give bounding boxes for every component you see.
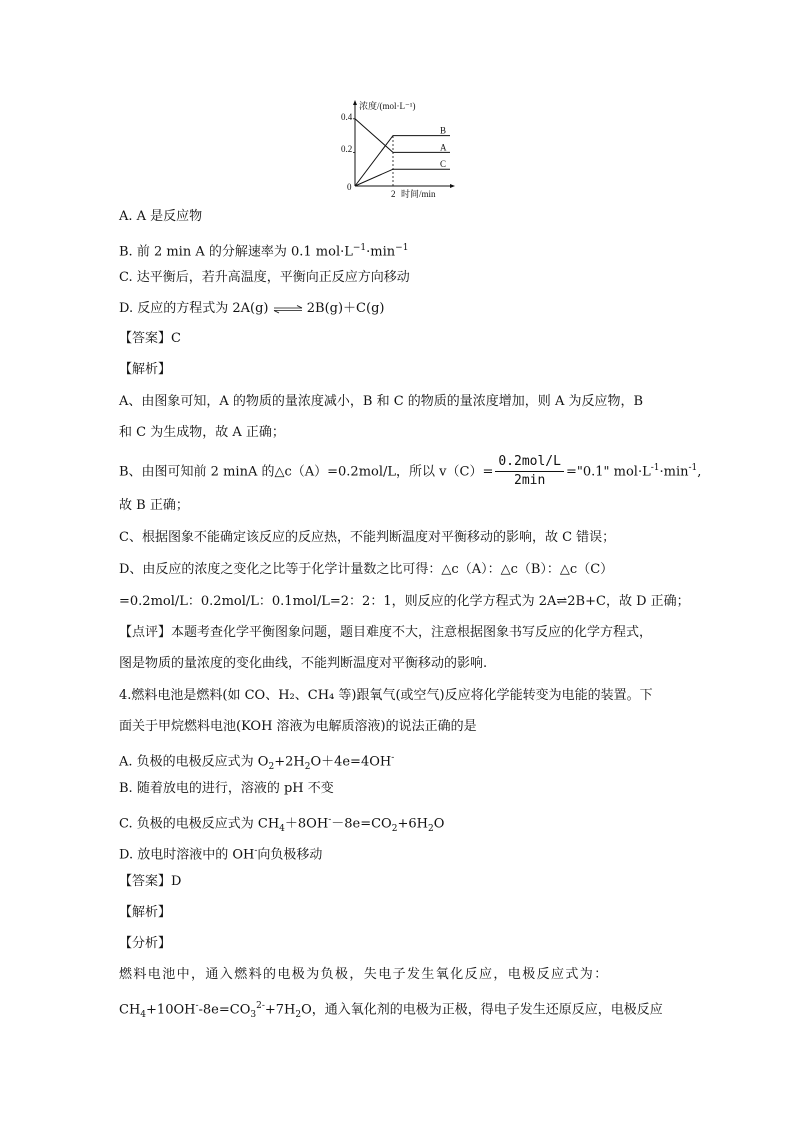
y-axis-arrow: [353, 100, 357, 105]
q3-answer: 【答案】C: [119, 331, 181, 346]
x-axis-label: 时间/min: [401, 189, 436, 199]
q3-analysis-title: 【解析】: [119, 362, 172, 377]
q4-analysis-fenxi: 【分析】: [119, 936, 172, 951]
y-axis-label: 浓度/(mol·L⁻¹): [359, 101, 416, 111]
q4-option-a-sub2: 2: [304, 761, 311, 772]
q3-comment-line2: 图是物质的量浓度的变化曲线，不能判断温度对平衡移动的影响.: [119, 656, 488, 671]
q4-analysis-p1: 燃料电池中，通入燃料的电极为负极，失电子发生氧化反应，电极反应式为：: [119, 967, 609, 982]
q4-p2-sub3: 2: [295, 1009, 302, 1020]
fraction-numerator: 0.2mol/L: [495, 453, 564, 472]
q4-option-c-post: －8e=CO: [331, 816, 392, 832]
q3-analysis-b-comma: ,: [697, 464, 702, 480]
q4-option-c-end: O: [433, 816, 445, 832]
q3-option-b: [119, 238, 408, 262]
q3-option-a: A. A 是反应物: [119, 209, 203, 224]
q4-p2-post: +7H: [264, 1002, 296, 1018]
q3-analysis-b-result: ="0.1" mol·L: [565, 464, 651, 480]
q3-analysis-b-line1: [119, 450, 701, 490]
q3-option-d-text: D. 反应的方程式为 2A(g): [119, 301, 269, 316]
q3-analysis-d-line1: D、由反应的浓度之变化之比等于化学计量数之比可得：△c（A）：△c（B）：△c（C）: [119, 562, 614, 577]
q4-option-a-post: O＋4e=4OH: [310, 754, 392, 770]
q4-option-a-sup: -: [391, 753, 395, 763]
fraction: [495, 453, 564, 490]
series-label-B: B: [440, 125, 447, 136]
q3-analysis-c: C、根据图象不能确定该反应的反应热，不能判断温度对平衡移动的影响，故 C 错误；: [119, 530, 616, 545]
q4-option-d-post: 向负极移动: [257, 847, 323, 863]
q4-option-c-sub1: 4: [279, 823, 285, 834]
equilibrium-arrow-icon: [273, 304, 303, 314]
q4-p2-sub2: 3: [250, 1009, 257, 1020]
q3-option-c: C. 达平衡后，若升高温度，平衡向正反应方向移动: [119, 270, 410, 285]
q4-option-b: B. 随着放电的进行，溶液的 pH 不变: [119, 781, 334, 796]
q3-analysis-b-min: ·min: [659, 464, 689, 480]
q3-analysis-d-line2: =0.2mol/L：0.2mol/L：0.1mol/L=2：2：1，则反应的化学方程式为 2A⇌2B+C，故 D 正确；: [119, 594, 690, 609]
q4-stem-line2: 面关于甲烷燃料电池(KOH 溶液为电解质溶液)的说法正确的是: [119, 719, 477, 734]
q3-analysis-a-line1: A、由图象可知，A 的物质的量浓度减小，B 和 C 的物质的量浓度增加，则 A 为反应物，B: [119, 394, 644, 409]
q4-p2-mid2: -8e=CO: [198, 1002, 251, 1018]
q3-analysis-a-line2: 和 C 为生成物，故 A 正确；: [119, 425, 285, 440]
series-line-B: [355, 136, 450, 186]
q4-option-a: [119, 748, 394, 777]
q3-analysis-b-sup2: -1: [688, 463, 698, 473]
concentration-time-chart: [325, 96, 465, 200]
y-tick-label-0: 0: [347, 182, 352, 192]
q3-comment-line1: 【点评】本题考查化学平衡图象问题，题目难度不大，注意根据图象书写反应的化学方程式，: [119, 625, 653, 640]
q3-option-b-text: B. 前 2 min A 的分解速率为 0.1 mol·L: [119, 244, 353, 260]
q4-p2-sup1: -: [195, 1001, 199, 1011]
q4-option-a-text: A. 负极的电极反应式为 O: [119, 754, 269, 770]
q3-option-b-mid: ·min: [366, 244, 396, 260]
q4-option-a-sub1: 2: [268, 761, 275, 772]
q4-p2-pre: CH: [119, 1002, 141, 1018]
y-tick-label-0-2: 0.2: [341, 144, 353, 154]
q4-option-a-mid: +2H: [274, 754, 305, 770]
q3-option-b-sup2: −1: [395, 243, 409, 253]
q4-option-c-post2: +6H: [397, 816, 428, 832]
x-axis-arrow: [450, 184, 455, 188]
q4-option-c-sup: -: [328, 815, 332, 825]
q3-analysis-b-sup1: -1: [650, 463, 660, 473]
x-tick-label-2: 2: [391, 189, 396, 199]
y-tick-label-0-4: 0.4: [341, 112, 353, 122]
q4-option-c-mid: ＋8OH: [284, 816, 329, 832]
q4-stem-line1: 4.燃料电池是燃料(如 CO、H₂、CH₄ 等)跟氧气(或空气)反应将化学能转变为电能的装置。下: [119, 688, 653, 703]
q3-option-d-products: 2B(g)＋C(g): [306, 301, 385, 316]
q4-option-c-sub3: 2: [427, 823, 434, 834]
q4-p2-sup2: 2-: [256, 1001, 265, 1011]
q4-option-d-text: D. 放电时溶液中的 OH: [119, 847, 255, 863]
q4-analysis-title: 【解析】: [119, 905, 172, 920]
q4-answer: 【答案】D: [119, 874, 182, 889]
q4-option-c-sub2: 2: [391, 823, 398, 834]
q4-analysis-p2: [119, 996, 663, 1025]
q3-analysis-b-line2: 故 B 正确；: [119, 498, 189, 513]
fraction-denominator: 2min: [514, 473, 546, 489]
series-label-C: C: [440, 159, 447, 170]
q4-p2-post2: O，通入氧化剂的电极为正极，得电子发生还原反应，电极反应: [301, 1002, 663, 1018]
q4-p2-sub1: 4: [140, 1009, 147, 1020]
q3-analysis-b-text: B、由图可知前 2 minA 的△c（A）=0.2mol/L，所以 v（C）=: [119, 464, 494, 480]
series-label-A: A: [440, 142, 447, 153]
series-line-C: [355, 169, 450, 186]
q3-option-b-sup1: −1: [352, 243, 367, 253]
q4-option-d-sup: -: [254, 846, 258, 856]
q4-option-c: [119, 810, 444, 839]
chart-marks: [341, 100, 455, 199]
q3-option-d: [119, 299, 384, 319]
q4-option-d: [119, 841, 322, 865]
q4-option-c-text: C. 负极的电极反应式为 CH: [119, 816, 280, 832]
q4-p2-mid: +10OH: [146, 1002, 196, 1018]
